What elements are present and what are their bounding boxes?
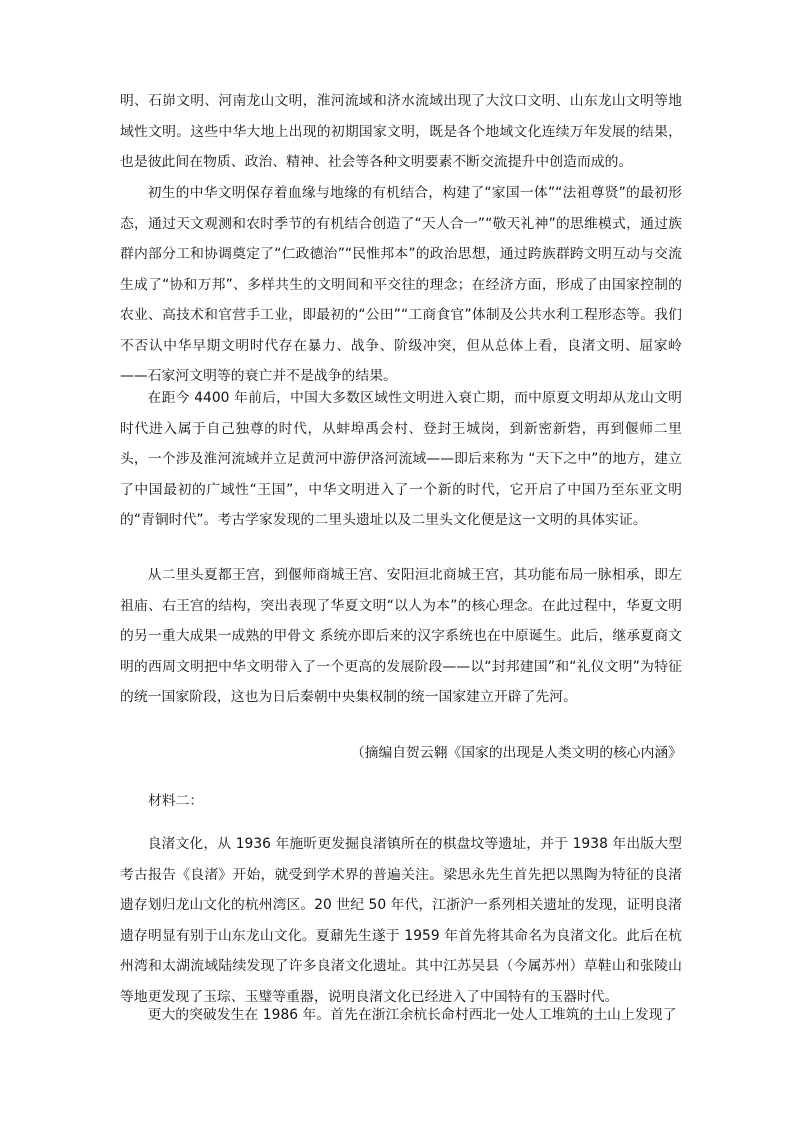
material-heading: 材料二： [148, 793, 204, 809]
paragraph-3: 在距今 4400 年前后，中国大多数区域性文明进入衰亡期，而中原夏文明却从龙山文明时代进入属于自己独尊的时代，从蚌埠禹会村、登封王城岗，到新密新砦，再到偃师二里头，一个涉及淮河流域并立足黄河中游伊洛河流域——即后来称为 “天下之中”的地方，建立了中国最初的广域性“王国”，中华文明进入了一个新的时代，它开启了中国乃至东亚文明的“青铜时代”。考古学家发现的二里头遗址以及二里头文化便是这一文明的具体实证。 [120, 390, 682, 528]
paragraph-1: 明、石峁文明、河南龙山文明，淮河流域和济水流域出现了大汶口文明、山东龙山文明等地域性文明。这些中华大地上出现的初期国家文明，既是各个地域文化连续万年发展的结果，也是彼此间在物质、政治、精神、社会等各种文明要素不断交流提升中创造而成的。 [120, 93, 682, 170]
paragraph-4: 从二里头夏都王宫，到偃师商城王宫、安阳洹北商城王宫，其功能布局一脉相承，即左祖庙、右王宫的结构，突出表现了华夏文明“以人为本”的核心理念。在此过程中，华夏文明的另一重大成果一成熟的甲骨文 系统亦即后来的汉字系统也在中原诞生。此后，继承夏商文明的西周文明把中华文明带入了一个更高的发展阶段——以“封邦建国”和“礼仪文明”为特征的统一国家阶段，这也为日后秦朝中央集权制的统一国家建立开辟了先河。 [120, 567, 682, 705]
paragraph-5: 良渚文化，从 1936 年施昕更发掘良渚镇所在的棋盘坟等遗址，并于 1938 年出版大型考古报告《良渚》开始，就受到学术界的普遍关注。梁思永先生首先把以黑陶为特征的良渚遗存划归龙山文化的杭州湾区。20 世纪 50 年代，江浙沪一系列相关遗址的发现，证明良渚遗存明显有别于山东龙山文化。夏鼐先生遂于 1959 年首先将其命名为良渚文化。此后在杭州湾和太湖流域陆续发现了许多良渚文化遗址。其中江苏吴县（今属苏州）草鞋山和张陵山等地更发现了玉琮、玉璧等重器，说明良渚文化已经进入了中国特有的玉器时代。 [120, 836, 682, 1005]
paragraph-6: 更大的突破发生在 1986 年。首先在浙江余杭长命村西北一处人工堆筑的土山上发现了 [147, 1007, 677, 1023]
paragraph-2: 初生的中华文明保存着血缘与地缘的有机结合，构建了“家国一体”“法祖尊贤”的最初形态，通过天文观测和农时季节的有机结合创造了“天人合一”“敬天礼神”的思维模式，通过族群内部分工和协调奠定了“仁政德治”“民惟邦本”的政治思想，通过跨族群跨文明互动与交流生成了“协和万邦”、多样共生的文明间和平交往的理念；在经济方面，形成了由国家控制的农业、高技术和官营手工业，即最初的“公田”“工商食官”体制及公共水利工程形态等。我们不否认中华早期文明时代存在暴力、战争、阶级冲突，但从总体上看，良渚文明、屈家岭——石家河文明等的衰亡并不是战争的结果。 [120, 185, 682, 384]
source-citation: （摘编自贺云翱《国家的出现是人类文明的核心内涵》 [350, 745, 682, 761]
